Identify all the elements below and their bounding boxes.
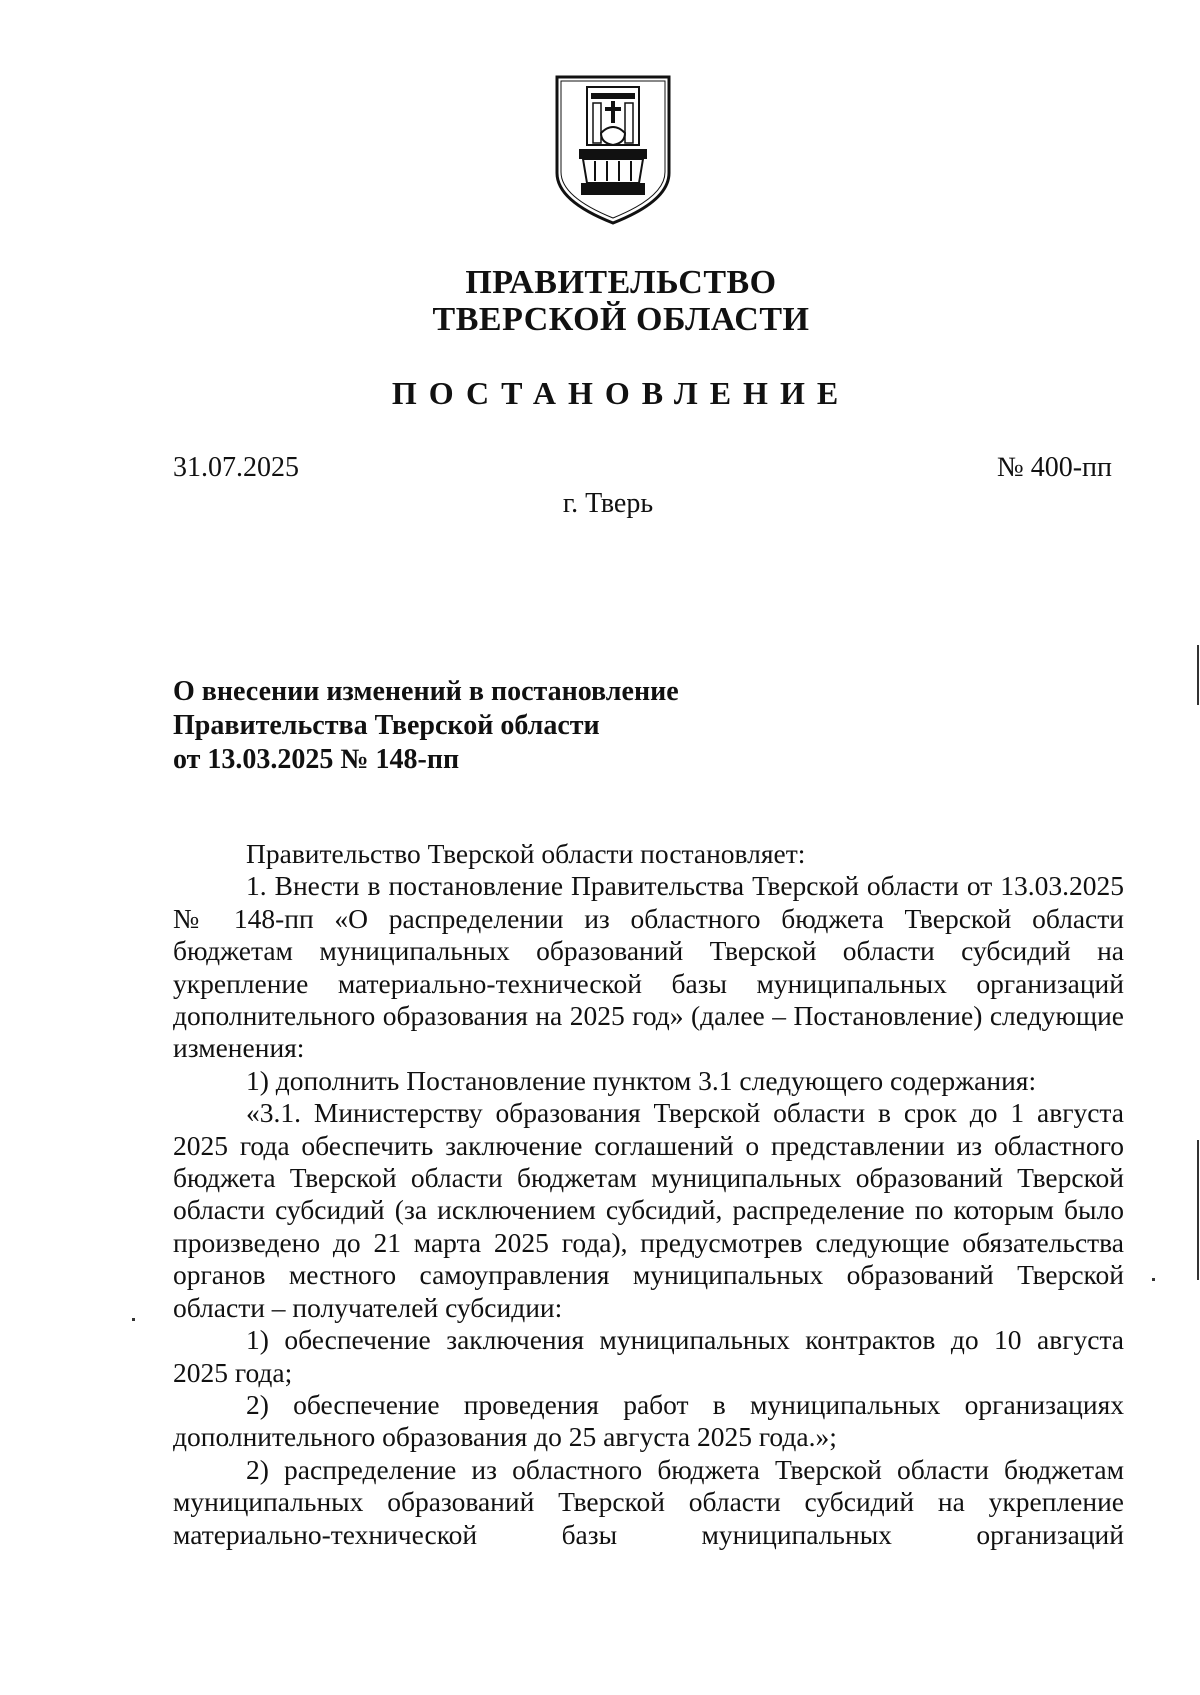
body-paragraph-subitem-1: 1) дополнить Постановление пунктом 3.1 следующего содержания: xyxy=(246,1064,1037,1096)
document-date: 31.07.2025 xyxy=(173,452,299,483)
body-paragraph-obligation-2: 2) обеспечение проведения работ в муниципальных организациях дополнительного образования до 25 августа 2025 года.»; xyxy=(173,1388,1124,1453)
title-line3: от 13.03.2025 № 148-пп xyxy=(173,744,460,775)
body-paragraph-item-1: 1. Внести в постановление Правительства Тверской области от 13.03.2025 № 148-пп «О распределении из областного бюджета Тверской области бюджетам муниципальных образований Тверской области субсидий на укрепление материально-технической базы муниципальных организаций дополнительного образования на 2025 год» (далее – Постановление) следующие изменения: xyxy=(173,870,1124,1064)
scan-edge-mark xyxy=(1197,645,1199,705)
document-title xyxy=(173,675,873,777)
scan-speck xyxy=(1152,1278,1155,1281)
title-line1: О внесении изменений в постановление xyxy=(173,676,679,707)
title-line2: Правительства Тверской области xyxy=(173,710,600,741)
body-paragraph-subitem-2: 2) распределение из областного бюджета Тверской области бюджетам муниципальных образований Тверской области субсидий на укрепление материально-технической базы муниципальных организаций xyxy=(173,1453,1124,1550)
organization-name-line1: ПРАВИТЕЛЬСТВО xyxy=(465,264,777,301)
body-paragraph-preamble: Правительство Тверской области постановляет: xyxy=(246,838,806,869)
document-type: ПОСТАНОВЛЕНИЕ xyxy=(391,375,851,411)
document-city: г. Тверь xyxy=(562,488,654,519)
document-number: № 400-пп xyxy=(996,452,1112,483)
body-paragraph-clause-3-1: «3.1. Министерству образования Тверской области в срок до 1 августа 2025 года обеспечить заключение соглашений о представлении из областного бюджета Тверской области бюджетам муниципальных образований Тверской области субсидий (за исключением субсидий, распределение по которым было произведено до 21 марта 2025 года), предусмотрев следующие обязательства органов местного самоуправления муниципальных образований Тверской области – получателей субсидии: xyxy=(173,1097,1124,1323)
scan-speck xyxy=(132,1318,135,1321)
organization-name-line2: ТВЕРСКОЙ ОБЛАСТИ xyxy=(432,301,810,338)
coat-of-arms-emblem xyxy=(553,73,673,228)
scan-edge-mark xyxy=(1197,1140,1199,1280)
document-body xyxy=(173,838,1124,1551)
body-paragraph-obligation-1: 1) обеспечение заключения муниципальных контрактов до 10 августа 2025 года; xyxy=(173,1324,1124,1388)
